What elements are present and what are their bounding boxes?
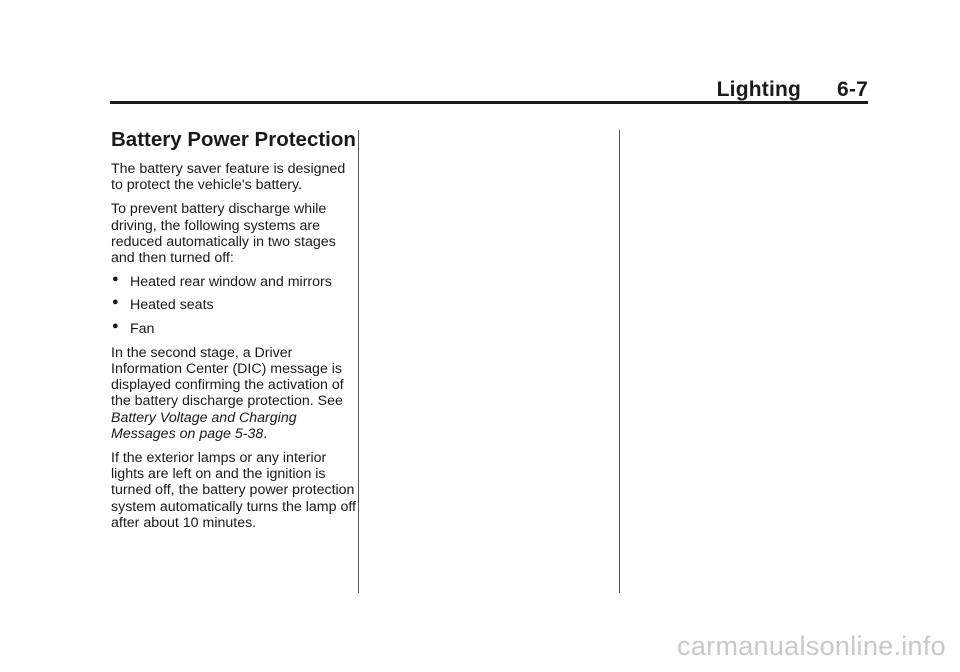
- list-item-text: Heated seats: [130, 297, 214, 314]
- section-heading: Battery Power Protection: [111, 128, 356, 151]
- list-item-text: Fan: [130, 320, 155, 337]
- paragraph-dic-text: In the second stage, a Driver Information Center (DIC) message is displayed confirming the activation of the battery discharge protection. See: [111, 344, 344, 410]
- list-item: [111, 274, 356, 290]
- bullet-icon: ●: [112, 319, 119, 332]
- paragraph-dic-end: .: [263, 425, 268, 442]
- column-divider: [358, 130, 359, 593]
- page-number: 6-7: [837, 78, 868, 101]
- systems-list: [111, 274, 356, 337]
- column-divider: [619, 130, 620, 593]
- paragraph-lamps: If the exterior lamps or any interior lights are left on and the ignition is turned off, the battery power protection system automatically turns the lamp off after about 10 minutes.: [111, 450, 356, 531]
- list-item: [111, 297, 356, 313]
- paragraph-intro: The battery saver feature is designed to protect the vehicle's battery.: [111, 161, 346, 194]
- list-item: [111, 321, 356, 337]
- list-item-text: Heated rear window and mirrors: [130, 274, 332, 291]
- header-rule: [110, 101, 868, 104]
- paragraph-discharge: To prevent battery discharge while driving, the following systems are reduced automatically in two stages and then turned off:: [111, 201, 336, 267]
- content-column: [111, 128, 356, 539]
- page-header: [717, 78, 868, 102]
- bullet-icon: ●: [112, 296, 119, 309]
- section-title: Lighting: [716, 78, 802, 101]
- watermark: carmanualsonline.info: [677, 631, 946, 661]
- bullet-icon: ●: [112, 273, 119, 286]
- paragraph-dic-message: [111, 345, 356, 442]
- cross-reference-link[interactable]: Battery Voltage and Charging Messages on page 5-38: [111, 409, 297, 442]
